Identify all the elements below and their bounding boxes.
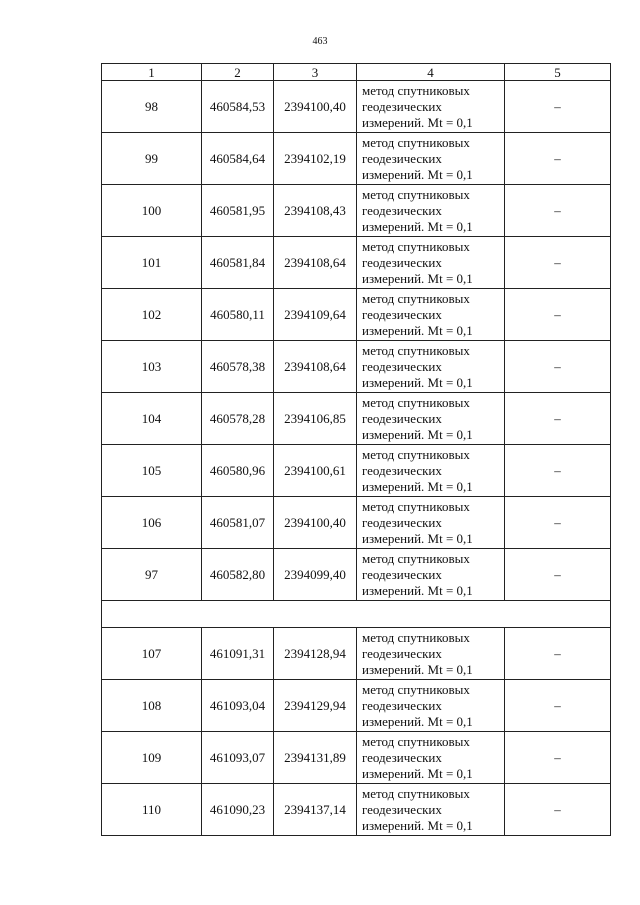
method-line: метод спутниковых	[362, 394, 470, 410]
method-line: измерений. Mt = 0,1	[362, 582, 473, 598]
y-coordinate-cell: 2394108,64	[274, 237, 357, 289]
y-coordinate-cell: 2394128,94	[274, 628, 357, 680]
method-line: метод спутниковых	[362, 134, 470, 150]
point-number-cell: 99	[102, 133, 202, 185]
method-cell	[357, 133, 505, 185]
x-coordinate-cell: 460578,28	[202, 393, 274, 445]
x-coordinate-cell: 460582,80	[202, 549, 274, 601]
table-row	[102, 393, 611, 445]
method-line: метод спутниковых	[362, 446, 470, 462]
y-coordinate-cell: 2394099,40	[274, 549, 357, 601]
method-line: измерений. Mt = 0,1	[362, 374, 473, 390]
method-line: измерений. Mt = 0,1	[362, 817, 473, 833]
point-number-cell: 110	[102, 784, 202, 836]
method-line: измерений. Mt = 0,1	[362, 322, 473, 338]
method-cell	[357, 289, 505, 341]
y-coordinate-cell: 2394131,89	[274, 732, 357, 784]
y-coordinate-cell: 2394106,85	[274, 393, 357, 445]
table-row	[102, 81, 611, 133]
point-number-cell: 101	[102, 237, 202, 289]
point-number-cell: 106	[102, 497, 202, 549]
y-coordinate-cell: 2394102,19	[274, 133, 357, 185]
table-row	[102, 680, 611, 732]
table-row	[102, 185, 611, 237]
group-separator-cell	[102, 601, 611, 628]
method-line: метод спутниковых	[362, 785, 470, 801]
column-header-4: 4	[357, 64, 505, 81]
method-cell	[357, 185, 505, 237]
table-row	[102, 732, 611, 784]
method-line: геодезических	[362, 462, 442, 478]
method-line: геодезических	[362, 254, 442, 270]
point-number-cell: 102	[102, 289, 202, 341]
x-coordinate-cell: 461093,07	[202, 732, 274, 784]
method-line: измерений. Mt = 0,1	[362, 661, 473, 677]
table-row	[102, 497, 611, 549]
point-number-cell: 108	[102, 680, 202, 732]
x-coordinate-cell: 460578,38	[202, 341, 274, 393]
y-coordinate-cell: 2394100,40	[274, 81, 357, 133]
table-row	[102, 237, 611, 289]
notes-cell: –	[505, 185, 611, 237]
notes-cell: –	[505, 784, 611, 836]
y-coordinate-cell: 2394108,43	[274, 185, 357, 237]
method-cell	[357, 81, 505, 133]
y-coordinate-cell: 2394108,64	[274, 341, 357, 393]
method-cell	[357, 784, 505, 836]
method-line: геодезических	[362, 697, 442, 713]
table-row	[102, 445, 611, 497]
method-line: метод спутниковых	[362, 498, 470, 514]
point-number-cell: 105	[102, 445, 202, 497]
point-number-cell: 98	[102, 81, 202, 133]
method-line: геодезических	[362, 98, 442, 114]
notes-cell: –	[505, 81, 611, 133]
x-coordinate-cell: 460584,53	[202, 81, 274, 133]
method-cell	[357, 732, 505, 784]
notes-cell: –	[505, 445, 611, 497]
coordinates-table	[101, 63, 611, 836]
method-line: метод спутниковых	[362, 681, 470, 697]
method-line: измерений. Mt = 0,1	[362, 478, 473, 494]
method-line: метод спутниковых	[362, 82, 470, 98]
header-row	[102, 64, 611, 81]
table-row	[102, 133, 611, 185]
point-number-cell: 100	[102, 185, 202, 237]
method-line: геодезических	[362, 749, 442, 765]
method-line: геодезических	[362, 801, 442, 817]
x-coordinate-cell: 461091,31	[202, 628, 274, 680]
method-line: геодезических	[362, 514, 442, 530]
group-separator-row	[102, 601, 611, 628]
table-row	[102, 289, 611, 341]
point-number-cell: 103	[102, 341, 202, 393]
method-line: метод спутниковых	[362, 342, 470, 358]
page-number: 463	[312, 36, 328, 47]
notes-cell: –	[505, 628, 611, 680]
method-line: измерений. Mt = 0,1	[362, 218, 473, 234]
method-cell	[357, 393, 505, 445]
table-row	[102, 341, 611, 393]
point-number-cell: 104	[102, 393, 202, 445]
table-row	[102, 628, 611, 680]
method-line: измерений. Mt = 0,1	[362, 530, 473, 546]
method-cell	[357, 628, 505, 680]
method-line: геодезических	[362, 150, 442, 166]
notes-cell: –	[505, 732, 611, 784]
method-line: метод спутниковых	[362, 238, 470, 254]
method-cell	[357, 549, 505, 601]
notes-cell: –	[505, 393, 611, 445]
notes-cell: –	[505, 289, 611, 341]
method-line: геодезических	[362, 566, 442, 582]
x-coordinate-cell: 460580,96	[202, 445, 274, 497]
point-number-cell: 97	[102, 549, 202, 601]
method-line: метод спутниковых	[362, 733, 470, 749]
method-line: измерений. Mt = 0,1	[362, 713, 473, 729]
method-line: метод спутниковых	[362, 290, 470, 306]
method-cell	[357, 237, 505, 289]
notes-cell: –	[505, 549, 611, 601]
notes-cell: –	[505, 680, 611, 732]
method-line: геодезических	[362, 306, 442, 322]
method-line: метод спутниковых	[362, 186, 470, 202]
x-coordinate-cell: 460581,07	[202, 497, 274, 549]
method-cell	[357, 341, 505, 393]
x-coordinate-cell: 460584,64	[202, 133, 274, 185]
method-line: геодезических	[362, 410, 442, 426]
table-row	[102, 784, 611, 836]
column-header-3: 3	[274, 64, 357, 81]
method-line: измерений. Mt = 0,1	[362, 270, 473, 286]
x-coordinate-cell: 460580,11	[202, 289, 274, 341]
method-cell	[357, 445, 505, 497]
x-coordinate-cell: 460581,84	[202, 237, 274, 289]
notes-cell: –	[505, 497, 611, 549]
point-number-cell: 109	[102, 732, 202, 784]
table-body	[102, 81, 611, 836]
x-coordinate-cell: 461090,23	[202, 784, 274, 836]
point-number-cell: 107	[102, 628, 202, 680]
method-line: геодезических	[362, 358, 442, 374]
x-coordinate-cell: 461093,04	[202, 680, 274, 732]
method-line: геодезических	[362, 645, 442, 661]
y-coordinate-cell: 2394100,40	[274, 497, 357, 549]
column-header-1: 1	[102, 64, 202, 81]
method-line: метод спутниковых	[362, 550, 470, 566]
y-coordinate-cell: 2394100,61	[274, 445, 357, 497]
table-row	[102, 549, 611, 601]
method-cell	[357, 497, 505, 549]
x-coordinate-cell: 460581,95	[202, 185, 274, 237]
method-cell	[357, 680, 505, 732]
method-line: геодезических	[362, 202, 442, 218]
notes-cell: –	[505, 341, 611, 393]
notes-cell: –	[505, 133, 611, 185]
method-line: метод спутниковых	[362, 629, 470, 645]
y-coordinate-cell: 2394109,64	[274, 289, 357, 341]
y-coordinate-cell: 2394129,94	[274, 680, 357, 732]
method-line: измерений. Mt = 0,1	[362, 166, 473, 182]
notes-cell: –	[505, 237, 611, 289]
method-line: измерений. Mt = 0,1	[362, 114, 473, 130]
y-coordinate-cell: 2394137,14	[274, 784, 357, 836]
column-header-5: 5	[505, 64, 611, 81]
method-line: измерений. Mt = 0,1	[362, 426, 473, 442]
column-header-2: 2	[202, 64, 274, 81]
method-line: измерений. Mt = 0,1	[362, 765, 473, 781]
